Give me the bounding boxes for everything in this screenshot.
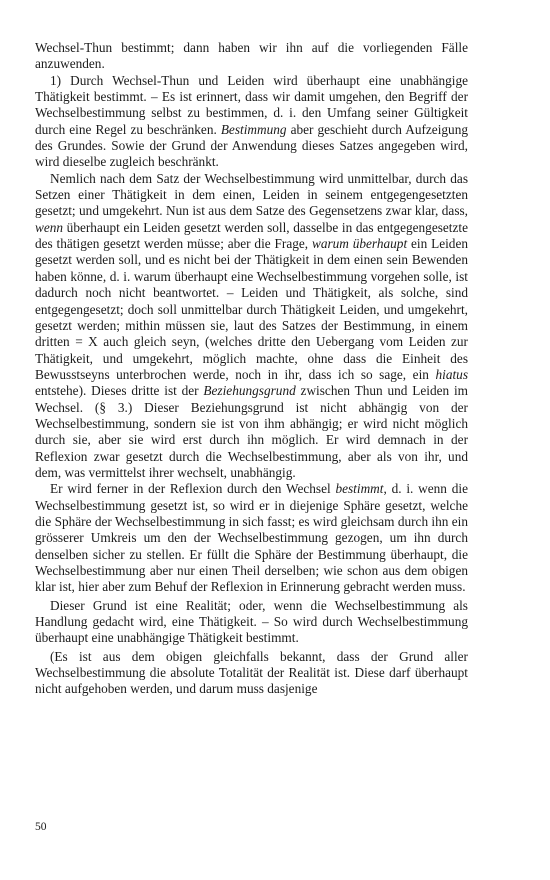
italic-run: Bestimmung [220, 121, 287, 137]
italic-run: warum überhaupt [311, 236, 408, 252]
paragraph-5 [35, 649, 468, 698]
text-run: Wechsel-Thun bestimmt; dann haben wir ihn auf die vorliegenden Fälle anzuwenden. [35, 40, 468, 72]
text-run: Dieser Grund ist eine Realität; oder, wenn die Wechselbestimmung als Handlung gedacht wird, eine Thätigkeit. – So wird durch Wechselbestimmung überhaupt eine unabhängige Thätigkeit bestimmt. [35, 597, 468, 646]
text-run: (Es ist aus dem obigen gleichfalls bekannt, dass der Grund aller Wechselbestimmung die absolute Totalität der Realität ist. Diese darf überhaupt nicht aufgehoben werden, und darum muss dasjenige [35, 648, 468, 697]
page-number: 50 [35, 821, 47, 833]
page-text [35, 40, 468, 698]
text-run: Nemlich nach dem Satz der Wechselbestimmung wird unmittelbar, durch das Setzen einer Thätigkeit in dem einen, Leiden in seinem entgegengesetzten gesetzt; und umgekehrt. Nun ist aus dem Satze des Gegensetzens zwar klar, dass, [35, 170, 468, 219]
text-run: ein Leiden gesetzt werden soll, und es nicht bei der Thätigkeit in dem einen sein Bewenden haben könne, d. i. warum überhaupt eine Wechselbestimmung vorgehen solle, ist dadurch noch nicht beantwortet. – Leiden und Thätigkeit, als solche, sind entgegengesetzt; doch soll unmittelbar durch Thätigkeit Leiden, und umgekehrt, gesetzt werden; mithin müssen sie, laut des Satzes der Bestimmung, in einem dritten = X auch gleich seyn, (welches dritte den Uebergang vom Leiden zur Thätigkeit, und umgekehrt, möglich machte, ohne dass die Einheit des Bewusstseyns unterbrochen werde, noch in ihr, dass ich so sage, ein [35, 236, 468, 382]
text-run: aber geschieht durch Aufzeigung des Grundes. Sowie der Grund der Anwendung dieses Satzes angegeben wird, wird dieselbe zugleich beschränkt. [35, 121, 469, 170]
italic-run: hiatus [435, 366, 468, 382]
paragraph-continued [35, 40, 468, 73]
italic-run: Beziehungsgrund [203, 383, 296, 399]
paragraph-4 [35, 598, 468, 647]
text-run: Er wird ferner in der Reflexion durch den Wechsel [50, 481, 336, 497]
paragraph-1 [35, 73, 468, 171]
text-run: zwischen Thun und Leiden im Wechsel. (§ 3.) Dieser Beziehungsgrund ist nicht abhängig von der Wechselbestimmung, sondern sie ist von ihm abhängig; er wird nicht möglich durch sie, aber sie wird erst durch ihn möglich. Er wird demnach in der Reflexion zwar gesetzt durch die Wechselbestimmung, aber als von ihr, und dem, was vermittelst ihrer wechselt, unabhängig. [35, 383, 468, 480]
text-run: entstehe). Dieses dritte ist der [35, 383, 204, 399]
italic-run: wenn [35, 219, 64, 235]
text-run: 1) Durch Wechsel-Thun und Leiden wird überhaupt eine unabhängige Thätigkeit bestimmt. – Es ist erinnert, dass wir damit umgehen, den Begriff der Wechselbestimmung selbst zu bestimmen, d. i. den Umfang seiner Gültigkeit durch eine Regel zu beschränken. [35, 72, 468, 137]
paragraph-2 [35, 171, 468, 482]
text-run: , d. i. wenn die Wechselbestimmung gesetzt ist, so wird er in diejenige Sphäre gesetzt, welche die Sphäre der Wechselbestimmung in sich fasst; es wird gleichsam durch ihn ein grösserer Umkreis um den der Wechselbestimmung gezogen, um ihn durch denselben sicher zu stellen. Er füllt die Sphäre der Bestimmung überhaupt, die Wechselbestimmung aber nur einen Theil derselben; wie schon aus dem obigen klar ist, hier aber zum Behuf der Reflexion in Erinnerung gebracht werden muss. [35, 481, 468, 595]
italic-run: bestimmt [335, 481, 384, 497]
paragraph-3 [35, 481, 468, 595]
text-run: überhaupt ein Leiden gesetzt werden soll, dasselbe in das entgegengesetzte des thätigen gesetzt werden müsse; aber die Frage, [35, 219, 468, 252]
